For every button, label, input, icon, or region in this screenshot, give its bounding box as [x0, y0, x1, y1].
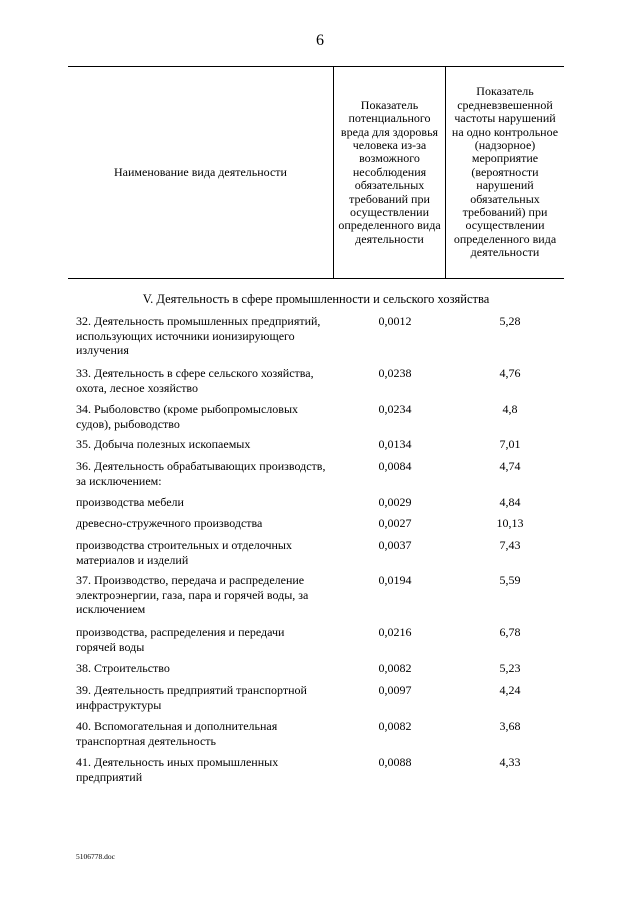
- row-frequency-value: 5,23: [499, 661, 521, 675]
- page-number: 6: [316, 32, 324, 49]
- row-frequency-value: 10,13: [496, 516, 524, 530]
- row-frequency-value: 4,33: [499, 755, 521, 769]
- row-frequency-value: 6,78: [499, 625, 521, 639]
- row-frequency-value: 5,28: [499, 314, 521, 328]
- row-frequency-value: 7,01: [499, 437, 521, 451]
- row-harm-value: 0,0216: [378, 625, 412, 639]
- table-header: [68, 66, 564, 279]
- row-harm-value: 0,0082: [378, 719, 412, 733]
- row-frequency-value: 3,68: [499, 719, 521, 733]
- row-harm-value: 0,0037: [378, 538, 412, 552]
- row-activity-name: 37. Производство, передача и распределение электроэнергии, газа, пара и горячей воды, за исключением: [76, 573, 309, 617]
- header-activity-name: Наименование вида деятельности: [114, 164, 287, 179]
- row-activity-name: 35. Добыча полезных ископаемых: [76, 437, 251, 451]
- row-activity-name: 34. Рыболовство (кроме рыбопромысловых судов), рыбоводство: [76, 402, 298, 431]
- row-frequency-value: 4,84: [499, 495, 521, 509]
- row-activity-name: 33. Деятельность в сфере сельского хозяйства, охота, лесное хозяйство: [76, 366, 314, 395]
- row-harm-value: 0,0027: [378, 516, 412, 530]
- row-activity-name: 39. Деятельность предприятий транспортной инфраструктуры: [76, 683, 307, 712]
- document-filename: 5106778.doc: [76, 852, 115, 861]
- row-frequency-value: 7,43: [499, 538, 521, 552]
- row-harm-value: 0,0082: [378, 661, 412, 675]
- row-harm-value: 0,0029: [378, 495, 412, 509]
- row-harm-value: 0,0194: [378, 573, 412, 587]
- row-activity-name: производства строительных и отделочных материалов и изделий: [76, 538, 292, 567]
- row-activity-name: 40. Вспомогательная и дополнительная транспортная деятельность: [76, 719, 278, 748]
- row-harm-value: 0,0084: [378, 459, 412, 473]
- row-frequency-value: 4,76: [499, 366, 521, 380]
- row-frequency-value: 4,8: [502, 402, 518, 416]
- row-harm-value: 0,0134: [378, 437, 412, 451]
- row-activity-name: 36. Деятельность обрабатывающих производств, за исключением:: [76, 459, 326, 488]
- row-harm-value: 0,0234: [378, 402, 412, 416]
- row-activity-name: древесно-стружечного производства: [76, 516, 263, 530]
- row-activity-name: 38. Строительство: [76, 661, 170, 675]
- header-harm-indicator: Показатель потенциального вреда для здоровья человека из-за возможного несоблюдения обязательных требований при осуществлении определенного вида деятельности: [333, 67, 445, 278]
- header-frequency-indicator: Показатель средневзвешенной частоты нарушений на одно контрольное (надзорное) мероприятие (вероятности нарушений обязательных требований) при осуществлении определенного вида деятельности: [445, 67, 564, 278]
- row-activity-name: производства, распределения и передачи горячей воды: [76, 625, 285, 654]
- row-activity-name: 32. Деятельность промышленных предприятий, использующих источники ионизирующего излучения: [76, 314, 321, 358]
- row-harm-value: 0,0088: [378, 755, 412, 769]
- row-harm-value: 0,0097: [378, 683, 412, 697]
- row-frequency-value: 5,59: [499, 573, 521, 587]
- row-harm-value: 0,0238: [378, 366, 412, 380]
- row-activity-name: производства мебели: [76, 495, 184, 509]
- row-harm-value: 0,0012: [378, 314, 412, 328]
- row-frequency-value: 4,74: [499, 459, 521, 473]
- row-frequency-value: 4,24: [499, 683, 521, 697]
- section-title: V. Деятельность в сфере промышленности и сельского хозяйства: [142, 292, 490, 306]
- row-activity-name: 41. Деятельность иных промышленных предприятий: [76, 755, 279, 784]
